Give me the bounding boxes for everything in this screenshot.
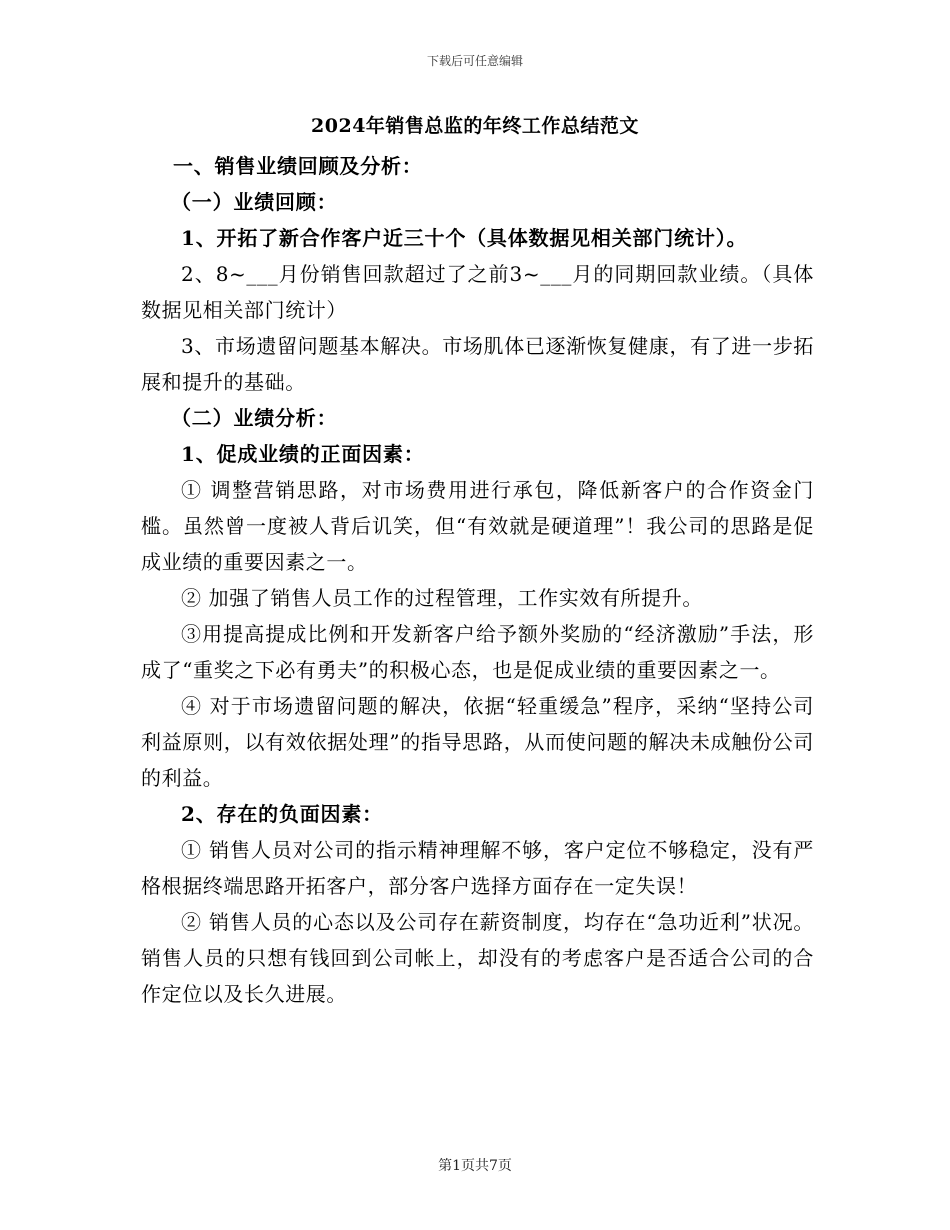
paragraph-negative-factor-1: ① 销售人员对公司的指示精神理解不够，客户定位不够稳定，没有严格根据终端思路开拓客户，部分客户选择方面存在一定失误！ <box>141 838 814 898</box>
document-body <box>141 148 814 1012</box>
page-number-indicator: 第1页共7页 <box>438 1158 512 1174</box>
paragraph-negative-factor-2: ② 销售人员的心态以及公司存在薪资制度，均存在“急功近利”状况。销售人员的只想有钱回到公司帐上，却没有的考虑客户是否适合公司的合作定位以及长久进展。 <box>141 910 814 1006</box>
subsection-heading-performance-review: （一）业绩回顾： <box>171 190 338 214</box>
section-heading-sales-review: 一、销售业绩回顾及分析： <box>173 154 423 178</box>
heading-negative-factors: 2、存在的负面因素： <box>181 802 383 826</box>
paragraph-positive-factor-4: ④ 对于市场遗留问题的解决，依据“轻重缓急”程序，采纳“坚持公司利益原则，以有效依据处理”的指导思路，从而使问题的解决未成触份公司的利益。 <box>141 694 814 790</box>
subsection-heading-performance-analysis: （二）业绩分析： <box>171 406 338 430</box>
paragraph-new-clients: 1、开拓了新合作客户近三十个（具体数据见相关部门统计）。 <box>181 226 748 250</box>
heading-positive-factors: 1、促成业绩的正面因素： <box>181 442 425 466</box>
paragraph-positive-factor-2: ② 加强了销售人员工作的过程管理，工作实效有所提升。 <box>181 586 703 610</box>
paragraph-positive-factor-3: ③用提高提成比例和开发新客户给予额外奖励的“经济激励”手法，形成了“重奖之下必有勇夫”的积极心态，也是促成业绩的重要因素之一。 <box>141 622 814 682</box>
page-header-note: 下载后可任意编辑 <box>426 54 523 68</box>
paragraph-positive-factor-1: ① 调整营销思路，对市场费用进行承包，降低新客户的合作资金门槛。虽然曾一度被人背后讥笑，但“有效就是硬道理”！我公司的思路是促成业绩的重要因素之一。 <box>141 478 814 574</box>
paragraph-legacy-issues: 3、市场遗留问题基本解决。市场肌体已逐渐恢复健康，有了进一步拓展和提升的基础。 <box>141 334 814 394</box>
document-title: 2024年销售总监的年终工作总结范文 <box>311 115 639 137</box>
paragraph-payment-collection: 2、8~___月份销售回款超过了之前3~___月的同期回款业绩。（具体数据见相关部门统计） <box>141 262 814 322</box>
